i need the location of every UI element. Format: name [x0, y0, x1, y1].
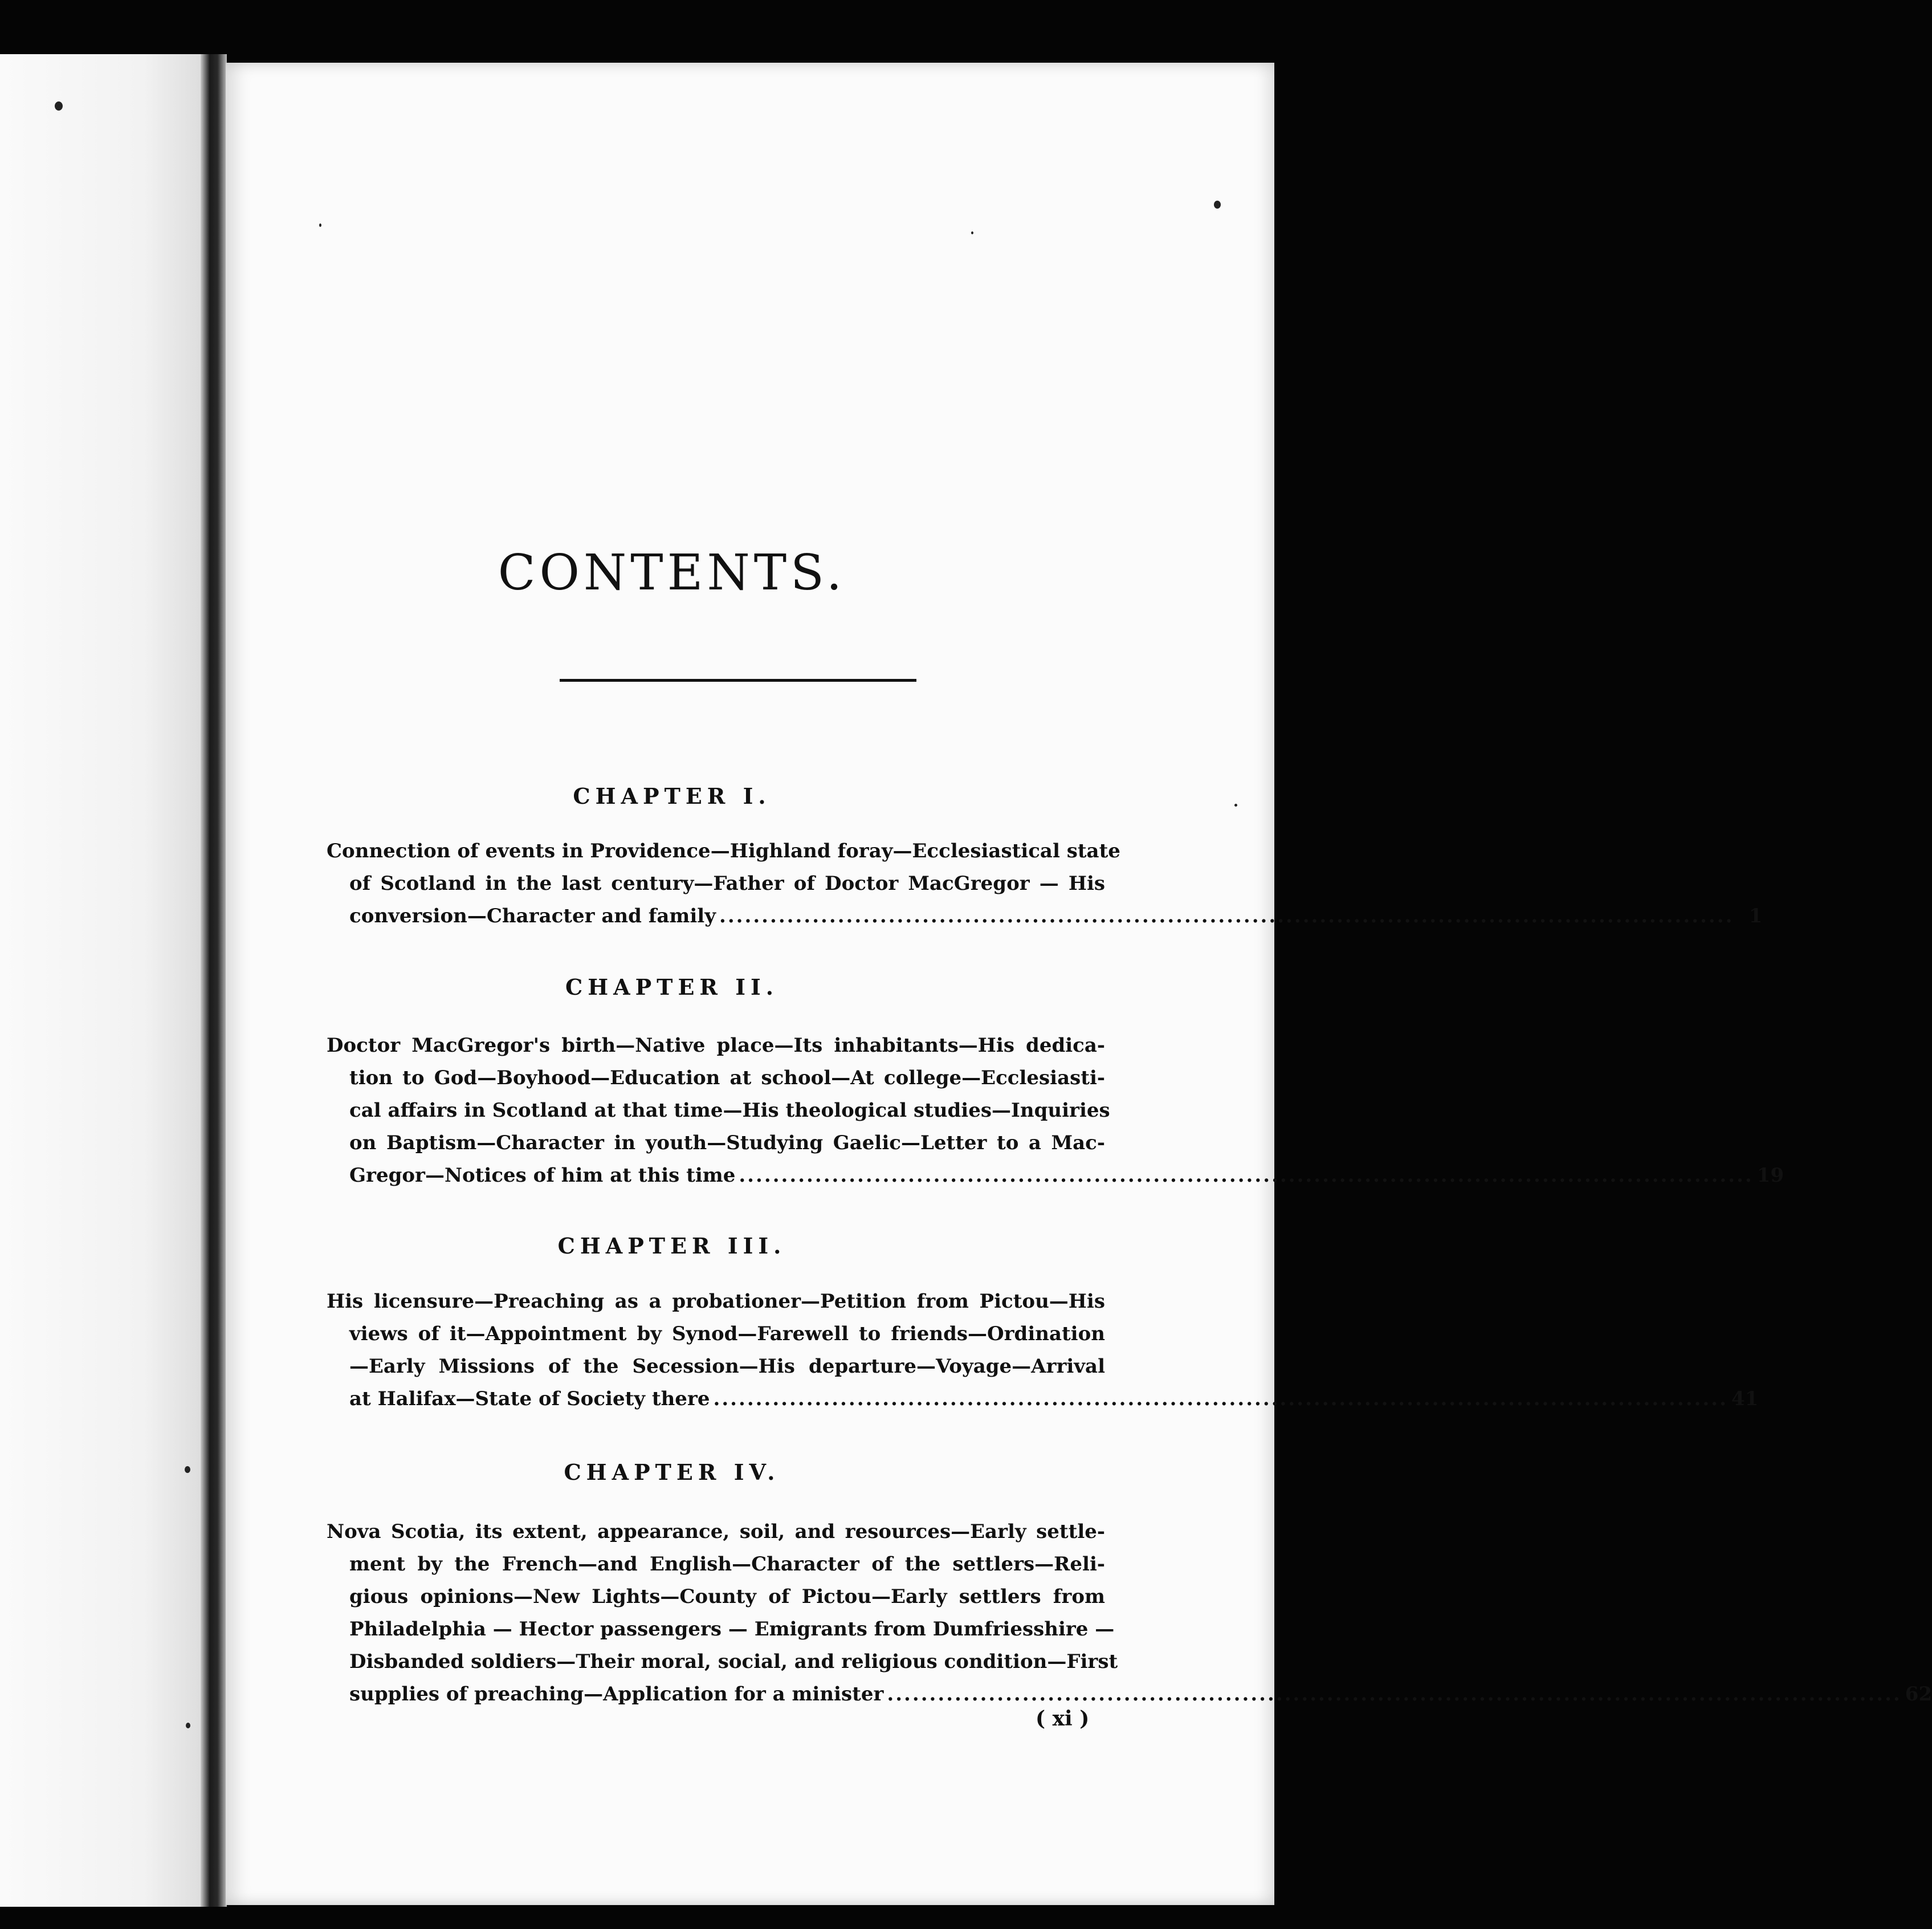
dot-leader: ........................................................................................................................ [739, 1164, 1754, 1187]
entry-line: Philadelphia — Hector passengers — Emigrants from Dumfriesshire — [349, 1618, 1115, 1641]
entry-line: Doctor MacGregor's birth—Native place—Its inhabitants—His dedica- [327, 1034, 1105, 1057]
dot-leader: ........................................................................................................................ [887, 1683, 1902, 1706]
entry-line: Nova Scotia, its extent, appearance, soil, and resources—Early settle- [327, 1520, 1105, 1543]
dot-leader: ........................................................................................................................ [713, 1387, 1728, 1410]
entry-line: ment by the French—and English—Character of the settlers—Reli- [349, 1553, 1105, 1576]
entry-last-line [327, 900, 1763, 933]
toc-entry-chapter-2[interactable] [327, 1029, 1784, 1192]
dot-leader: ........................................................................................................................ [719, 905, 1734, 927]
page-title: CONTENTS. [498, 544, 846, 601]
chapter-heading: CHAPTER II. [565, 974, 779, 1000]
page-number: 1 [1748, 905, 1763, 927]
chapter-heading: CHAPTER IV. [564, 1459, 780, 1485]
entry-line: supplies of preaching—Application for a minister [349, 1683, 884, 1706]
entry-line: Disbanded soldiers—Their moral, social, and religious condition—First [349, 1650, 1118, 1673]
entry-line: on Baptism—Character in youth—Studying Gaelic—Letter to a Mac- [349, 1132, 1105, 1154]
entry-line: Gregor—Notices of him at this time [349, 1164, 736, 1187]
speck-mark [971, 231, 973, 234]
entry-last-line [327, 1383, 1759, 1415]
entry-line: Connection of events in Providence—Highland foray—Ecclesiastical state [327, 840, 1120, 862]
speck-mark [186, 1723, 190, 1728]
entry-line: His licensure—Preaching as a probationer—Petition from Pictou—His [327, 1290, 1105, 1313]
page-number: 62 [1905, 1683, 1932, 1706]
title-rule [560, 679, 916, 682]
chapter-heading: CHAPTER III. [557, 1233, 786, 1259]
toc-entry-chapter-4[interactable] [327, 1516, 1932, 1711]
entry-line: tion to God—Boyhood—Education at school—At college—Ecclesiasti- [349, 1067, 1105, 1089]
chapter-heading: CHAPTER I. [573, 783, 771, 809]
entry-line: of Scotland in the last century—Father of Doctor MacGregor — His [349, 872, 1105, 895]
entry-line: conversion—Character and family [349, 905, 716, 927]
speck-mark [1214, 201, 1221, 209]
entry-line: cal affairs in Scotland at that time—His theological studies—Inquiries [349, 1099, 1110, 1122]
entry-last-line [327, 1678, 1932, 1711]
entry-line: —Early Missions of the Secession—His departure—Voyage—Arrival [349, 1355, 1105, 1378]
toc-entry-chapter-1[interactable] [327, 835, 1763, 933]
entry-line: views of it—Appointment by Synod—Farewell to friends—Ordination [349, 1322, 1105, 1345]
entry-line: gious opinions—New Lights—County of Pictou—Early settlers from [349, 1585, 1105, 1608]
speck-mark [55, 101, 63, 111]
speck-mark [319, 223, 321, 227]
entry-last-line [327, 1159, 1784, 1192]
folio: ( xi ) [1036, 1707, 1090, 1731]
page-number: 19 [1756, 1164, 1784, 1187]
page-number: 41 [1731, 1387, 1759, 1410]
entry-line: at Halifax—State of Society there [349, 1387, 710, 1410]
toc-entry-chapter-3[interactable] [327, 1285, 1759, 1415]
